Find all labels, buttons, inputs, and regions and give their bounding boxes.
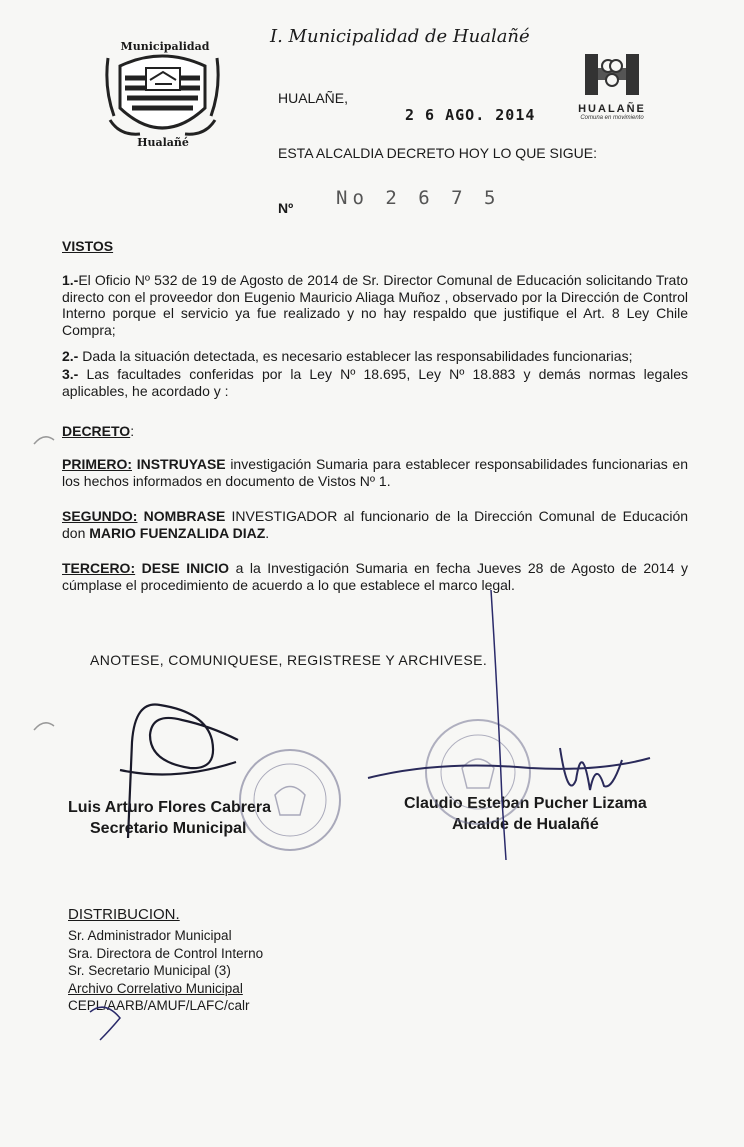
vistos-item-3-num: 3.- [62,366,79,382]
signature-block-mayor [404,794,647,836]
city-label: HUALAÑE, [278,90,349,106]
vistos-item-1-num: 1.- [62,272,79,288]
primero-action: INSTRUYASE [136,456,226,472]
distribucion-item: Sra. Directora de Control Interno [68,945,264,961]
vistos-item-2 [62,348,688,365]
vistos-item-3-text: Las facultades conferidas por la Ley Nº 18.695, Ley Nº 18.883 y demás normas legales aplicables, he acordado y : [62,366,688,399]
date-stamp: 2 6 AGO. 2014 [405,106,536,124]
vistos-item-2-num: 2.- [62,348,79,364]
tercero-label: TERCERO: [62,560,136,576]
tercero-text: a la Investigación Sumaria en fecha Jueves 28 de Agosto de 2014 y cúmplase el procedimiento de acuerdo a lo que establece el marco legal. [62,560,689,593]
decreto-title: DECRETO [62,423,131,439]
primero-label: PRIMERO: [62,456,132,472]
vistos-title: VISTOS [62,238,114,254]
crest-top-text: Municipalidad [120,40,210,53]
primero-text: investigación Sumaria para establecer responsabilidades funcionarias en los hechos informados en documento de Vistos Nº 1. [62,456,689,489]
secretary-name: Luis Arturo Flores Cabrera [68,799,272,816]
logo-tagline: Comuna en movimiento [580,115,644,121]
distribucion-item: Sr. Secretario Municipal (3) [68,963,231,979]
mayor-signature-icon [368,748,650,790]
vistos-item-1 [62,272,688,338]
punch-hole-icon [34,437,54,444]
segundo-action: NOMBRASE [143,508,226,524]
signature-block-secretary [68,798,271,840]
vistos-item-3 [62,366,688,399]
municipal-crest-logo [100,38,225,150]
segundo-text: INVESTIGADOR al funcionario de la Dirección Comunal de Educación don [62,508,689,541]
hualane-logo [572,52,652,121]
secretary-title: Secretario Municipal [90,819,247,837]
vistos-item-1-text: El Oficio Nº 532 de 19 de Agosto de 2014 de Sr. Director Comunal de Educación solicitando Trato directo con el proveedor don Eugenio Mauricio Aliaga Muñoz , observado por la Dirección de Control Interno porque el servicio ya fue realizado y no hay respaldo que justifique el Art. 8 Ley Chile Compra; [62,272,688,338]
logo-name: HUALAÑE [578,103,646,115]
crest-bottom-text: Hualañé [137,136,189,149]
distribucion-item: CEPL/AARB/AMUF/LAFC/calr [68,998,250,1014]
distribucion-title: DISTRIBUCION. [68,906,180,923]
decreto-segundo [62,508,688,541]
segundo-label: SEGUNDO: [62,508,138,524]
mayor-title: Alcalde de Hualañé [452,815,599,833]
tercero-action: DESE INICIO [141,560,230,576]
punch-hole-icon [34,723,54,730]
decreto-heading: DECRETO: [62,423,135,439]
vistos-item-2-text: Dada la situación detectada, es necesario establecer las responsabilidades funcionarias; [78,348,633,364]
decreto-tercero [62,560,688,593]
distribucion-item: Archivo Correlativo Municipal [68,980,243,996]
decree-number-label: Nº [278,200,294,216]
hualane-h-icon [582,52,642,97]
decree-heading: ESTA ALCALDIA DECRETO HOY LO QUE SIGUE: [278,145,597,161]
segundo-name: MARIO FUENZALIDA DIAZ [89,524,266,541]
mayor-name: Claudio Esteban Pucher Lizama [404,795,647,812]
distribucion-item: Sr. Administrador Municipal [68,928,232,943]
closing-statement: ANOTESE, COMUNIQUESE, REGISTRESE Y ARCHIVESE. [90,652,488,668]
letterhead-title: I. Municipalidad de Hualañé [270,26,530,47]
distribucion-list [68,927,263,1015]
decree-number-stamp: No 2 6 7 5 [336,187,501,209]
segundo-end: . [265,524,270,541]
decreto-primero [62,456,688,489]
